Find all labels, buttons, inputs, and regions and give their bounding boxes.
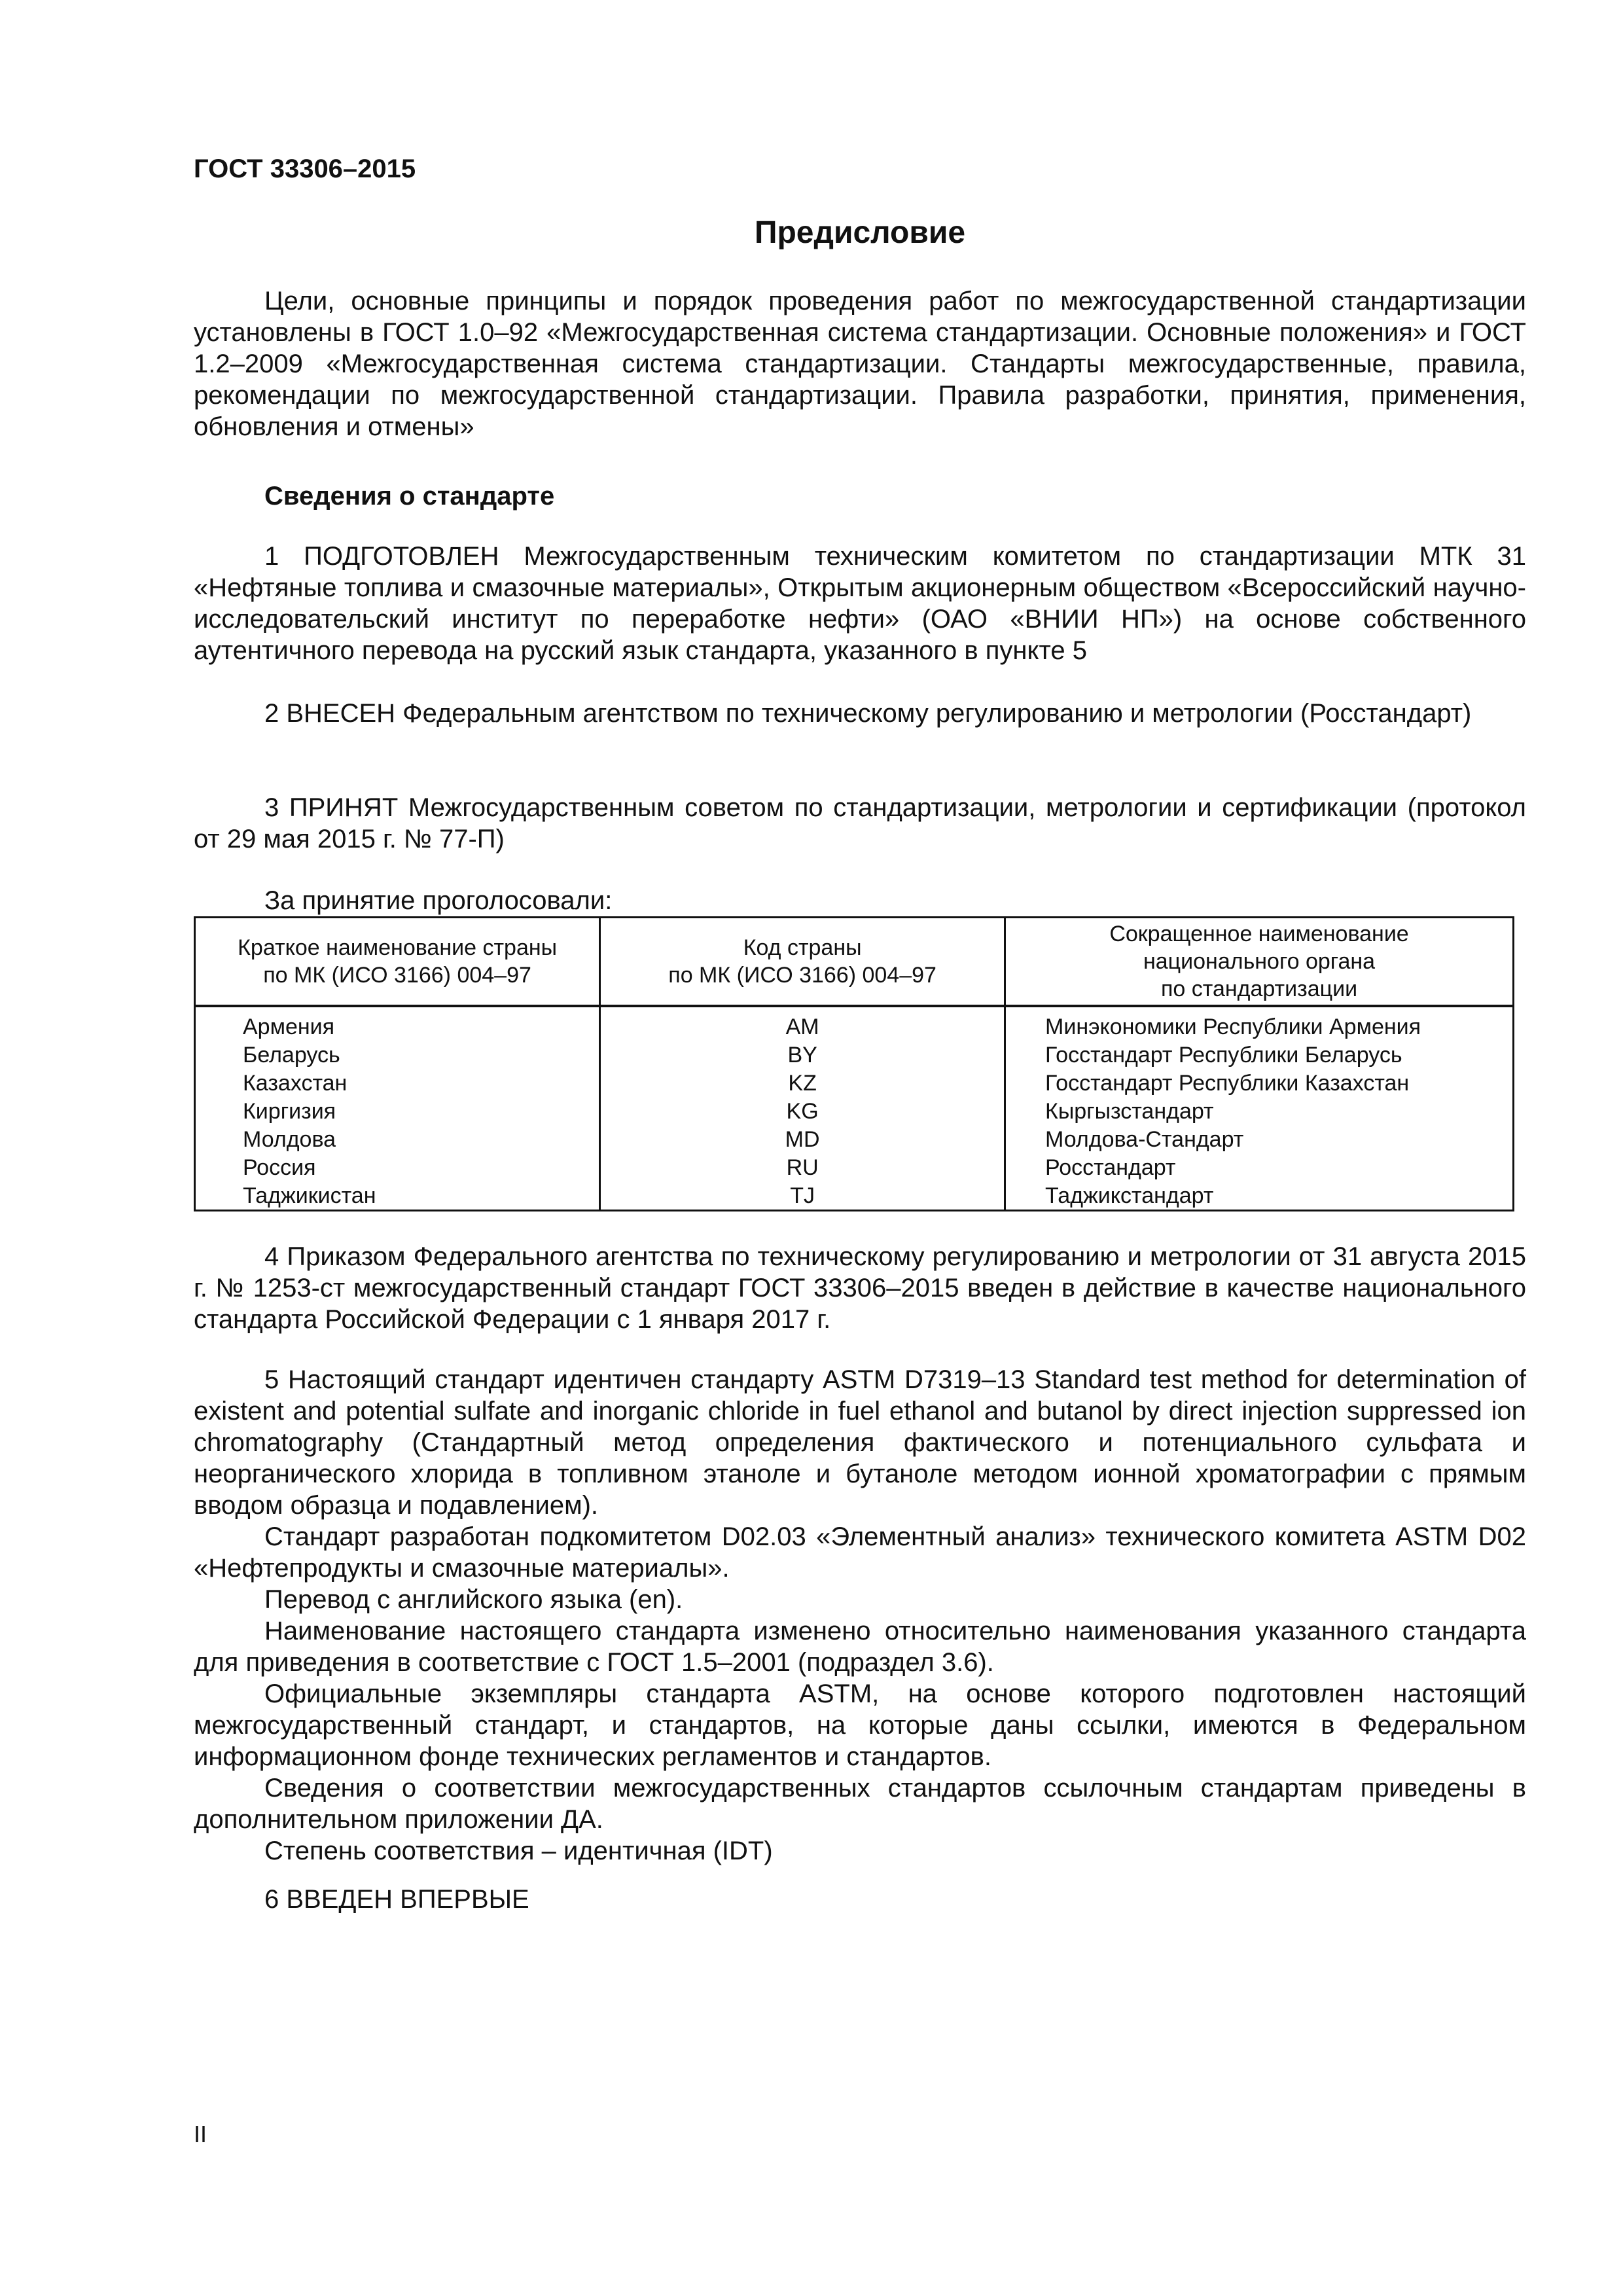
header-body-line3: по стандартизации [1160,977,1358,1001]
table-row [195,1041,1514,1069]
member-states-table [194,916,1514,1211]
table-row [195,1069,1514,1097]
country-cell: Россия [195,1153,600,1181]
header-body-line2: национального органа [1143,949,1376,974]
item-5-sub6-paragraph [194,1835,1526,1867]
item-5-sub1-paragraph [194,1521,1526,1584]
item-5-sub3-paragraph [194,1615,1526,1678]
item-5-sub1-text: Стандарт разработан подкомитетом D02.03 «Элементный анализ» технического комитета ASTM D02 «Нефтепродукты и смазочные материалы». [194,1522,1526,1583]
page-title: Предисловие [754,215,966,250]
item-5-sub5-text: Сведения о соответствии межгосударственных стандартов ссылочным стандартам приведены в дополнительном приложении ДА. [194,1774,1526,1834]
item-5-sub2-paragraph [194,1584,1526,1615]
page-number: II [194,2121,207,2147]
code-cell: KG [600,1097,1005,1125]
country-cell: Казахстан [195,1069,600,1097]
item-5-sub2-text: Перевод с английского языка (en). [264,1585,683,1614]
body-cell: Госстандарт Республики Казахстан [1005,1069,1514,1097]
body-cell: Госстандарт Республики Беларусь [1005,1041,1514,1069]
about-standard-heading: Сведения о стандарте [264,482,555,511]
intro-text: Цели, основные принципы и порядок проведения работ по межгосударственной стандартизации установлены в ГОСТ 1.0–92 «Межгосударственная система стандартизации. Основные положения» и ГОСТ 1.2–2009 «Межгосударственная система стандартизации. Стандарты межгосударственные, правила, рекомендации по межгосударственной стандартизации. Правила разработки, принятия, применения, обновления и отмены» [194,287,1526,441]
item-4-text: 4 Приказом Федерального агентства по техническому регулированию и метрологии от 31 августа 2015 г. № 1253-ст межгосударственный стандарт ГОСТ 33306–2015 введен в действие в качестве национального стандарта Российской Федерации с 1 января 2017 г. [194,1242,1526,1334]
code-cell: AM [600,1006,1005,1041]
item-2-text: 2 ВНЕСЕН Федеральным агентством по техническому регулированию и метрологии (Росстандарт) [264,699,1472,728]
item-3-text: 3 ПРИНЯТ Межгосударственным советом по стандартизации, метрологии и сертификации (протокол от 29 мая 2015 г. № 77-П) [194,793,1526,853]
body-cell: Кыргызстандарт [1005,1097,1514,1125]
table-row [195,1006,1514,1041]
document-code: ГОСТ 33306–2015 [194,154,416,183]
country-cell: Молдова [195,1125,600,1153]
item-5-sub5-paragraph [194,1772,1526,1835]
item-2-paragraph [194,698,1526,729]
header-code [600,918,1005,1007]
item-4-paragraph [194,1241,1526,1335]
code-cell: MD [600,1125,1005,1153]
table-header-row [195,918,1514,1007]
header-code-line1: Код страны [743,935,862,960]
code-cell: TJ [600,1181,1005,1211]
body-cell: Молдова-Стандарт [1005,1125,1514,1153]
code-cell: BY [600,1041,1005,1069]
item-5-sub6-text: Степень соответствия – идентичная (IDT) [264,1837,773,1865]
header-body-line1: Сокращенное наименование [1109,922,1409,946]
code-cell: RU [600,1153,1005,1181]
country-cell: Армения [195,1006,600,1041]
item-5-sub4-text: Официальные экземпляры стандарта ASTM, на основе которого подготовлен настоящий межгосударственный стандарт, и стандартов, на которые даны ссылки, имеются в Федеральном информационном фонде технических регламентов и стандартов. [194,1679,1526,1771]
item-3-paragraph [194,792,1526,855]
header-country-line2: по МК (ИСО 3166) 004–97 [263,963,531,988]
country-cell: Киргизия [195,1097,600,1125]
item-1-text: 1 ПОДГОТОВЛЕН Межгосударственным техническим комитетом по стандартизации МТК 31 «Нефтяные топлива и смазочные материалы», Открытым акционерным обществом «Всероссийский научно-исследовательский институт по переработке нефти» (ОАО «ВНИИ НП») на основе собственного аутентичного перевода на русский язык стандарта, указанного в пункте 5 [194,542,1526,665]
table-row [195,1181,1514,1211]
intro-paragraph [194,285,1526,442]
body-cell: Росстандарт [1005,1153,1514,1181]
item-5-sub3-text: Наименование настоящего стандарта изменено относительно наименования указанного стандарта для приведения в соответствие с ГОСТ 1.5–2001 (подраздел 3.6). [194,1617,1526,1677]
item-5-sub4-paragraph [194,1678,1526,1772]
table-row [195,1153,1514,1181]
vote-label: За принятие проголосовали: [264,886,613,915]
body-cell: Таджикстандарт [1005,1181,1514,1211]
item-1-paragraph [194,541,1526,666]
item-5-text: 5 Настоящий стандарт идентичен стандарту ASTM D7319–13 Standard test method for determination of existent and potential sulfate and inorganic chloride in fuel ethanol and butanol by direct injection suppressed ion chromatography (Стандартный метод определения фактического и потенциального сульфата и неорганического хлорида в топливном этаноле и бутаноле методом ионной хроматографии с прямым вводом образца и подавлением). [194,1365,1526,1520]
country-cell: Беларусь [195,1041,600,1069]
item-5-paragraph [194,1364,1526,1521]
header-code-line2: по МК (ИСО 3166) 004–97 [668,963,936,988]
country-cell: Таджикистан [195,1181,600,1211]
header-body [1005,918,1514,1007]
body-cell: Минэкономики Республики Армения [1005,1006,1514,1041]
table-row [195,1125,1514,1153]
header-country [195,918,600,1007]
code-cell: KZ [600,1069,1005,1097]
table-row [195,1097,1514,1125]
item-6-text: 6 ВВЕДЕН ВПЕРВЫЕ [264,1885,529,1914]
header-country-line1: Краткое наименование страны [238,935,558,960]
